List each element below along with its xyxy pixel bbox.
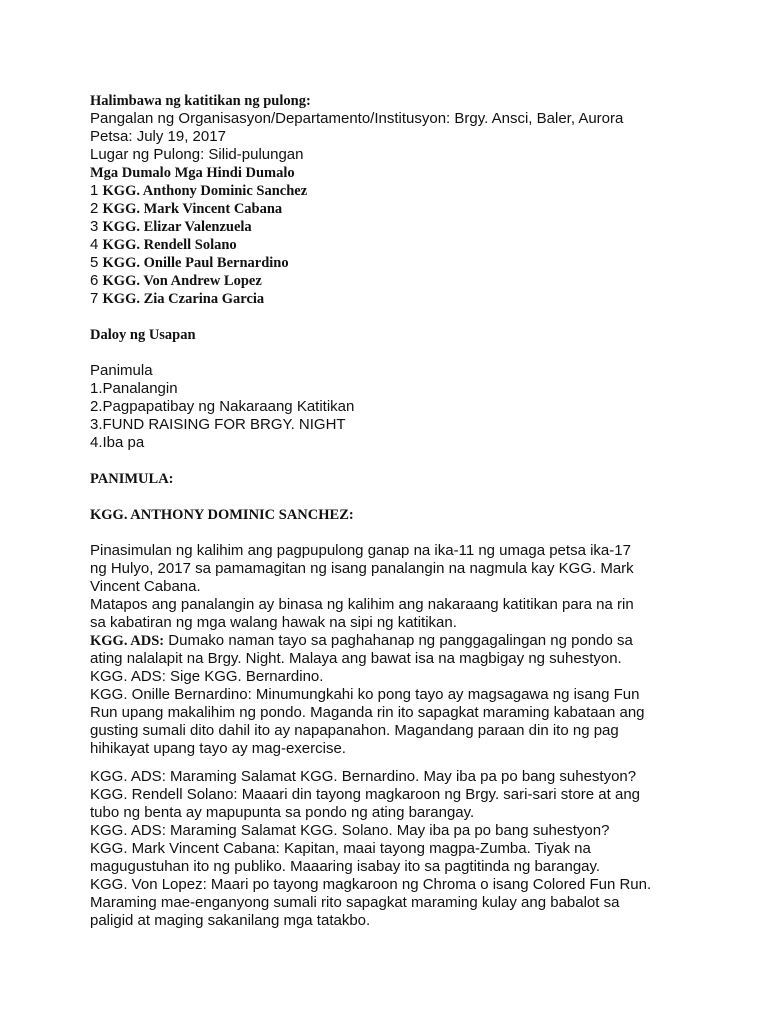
spacer: [90, 488, 730, 506]
speaker-label: KGG. ADS:: [90, 633, 165, 649]
paragraph-line: hihikayat upang tayo ay mag-exercise.: [90, 740, 346, 757]
attendee-item: [90, 254, 730, 272]
minutes-paragraph-4: [90, 768, 730, 930]
speaker-text: Dumako naman tayo sa paghahanap ng panggagalingan ng pondo sa: [164, 632, 633, 649]
minutes-paragraph-3: [90, 632, 730, 758]
paragraph-line: sa kabatiran ng mga walang hawak na sipi ng katitikan.: [90, 614, 457, 631]
minutes-paragraph-2: [90, 596, 730, 632]
attendee-number: 6: [90, 272, 99, 289]
attendee-number: 5: [90, 254, 99, 271]
agenda-item: 1.Panalangin: [90, 380, 178, 397]
paragraph-line: KGG. ADS: Sige KGG. Bernardino.: [90, 668, 324, 685]
agenda-item: 3.FUND RAISING FOR BRGY. NIGHT: [90, 416, 346, 433]
minutes-document: [90, 92, 730, 930]
paragraph-line: [90, 632, 730, 650]
attendee-item: [90, 290, 730, 308]
date-line: Petsa: July 19, 2017: [90, 128, 226, 145]
spacer: [90, 524, 730, 542]
venue-line: Lugar ng Pulong: Silid-pulungan: [90, 146, 304, 163]
attendee-item: [90, 236, 730, 254]
document-heading: Halimbawa ng katitikan ng pulong:: [90, 93, 311, 109]
agenda-title: Daloy ng Usapan: [90, 327, 196, 343]
attendee-number: 4: [90, 236, 99, 253]
attendee-number: 2: [90, 200, 99, 217]
paragraph-line: KGG. ADS: Maraming Salamat KGG. Bernardino. May iba pa po bang suhestyon?: [90, 768, 637, 785]
paragraph-line: tubo ng benta ay mapupunta sa pondo ng ating barangay.: [90, 804, 475, 821]
agenda-list: [90, 362, 730, 452]
paragraph-line: Run upang makalihim ng pondo. Maganda rin ito sapagkat maraming kabataan ang: [90, 704, 645, 721]
paragraph-line: Matapos ang panalangin ay binasa ng kalihim ang nakaraang katitikan para na rin: [90, 596, 634, 613]
agenda-item: 2.Pagpapatibay ng Nakaraang Katitikan: [90, 398, 355, 415]
spacer: [90, 452, 730, 470]
paragraph-line: Vincent Cabana.: [90, 578, 201, 595]
attendee-number: 3: [90, 218, 99, 235]
paragraph-line: magugustuhan ito ng publiko. Maaaring isabay ito sa pagtitinda ng barangay.: [90, 858, 601, 875]
spacer: [90, 758, 730, 768]
section-heading-panimula: PANIMULA:: [90, 471, 174, 487]
paragraph-line: gusting sumali dito dahil ito ay napapanahon. Magandang paraan din ito ng pag: [90, 722, 619, 739]
paragraph-line: Pinasimulan ng kalihim ang pagpupulong ganap na ika-11 ng umaga petsa ika-17: [90, 542, 631, 559]
spacer: [90, 344, 730, 362]
paragraph-line: KGG. Rendell Solano: Maaari din tayong magkaroon ng Brgy. sari-sari store at ang: [90, 786, 641, 803]
agenda-item: Panimula: [90, 362, 153, 379]
attendee-number: 1: [90, 182, 99, 199]
paragraph-line: Maraming mae-enganyong sumali rito sapagkat maraming kulay ang babalot sa: [90, 894, 620, 911]
attendee-item: [90, 182, 730, 200]
section-heading-speaker: KGG. ANTHONY DOMINIC SANCHEZ:: [90, 507, 354, 523]
agenda-item: 4.Iba pa: [90, 434, 145, 451]
paragraph-line: KGG. ADS: Maraming Salamat KGG. Solano. May iba pa po bang suhestyon?: [90, 822, 610, 839]
organization-line: Pangalan ng Organisasyon/Departamento/Institusyon: Brgy. Ansci, Baler, Aurora: [90, 110, 624, 127]
minutes-paragraph-1: [90, 542, 730, 596]
attendee-name: KGG. Elizar Valenzuela: [102, 219, 252, 235]
paragraph-line: ating nalalapit na Brgy. Night. Malaya ang bawat isa na magbigay ng suhestyon.: [90, 650, 622, 667]
attendee-name: KGG. Mark Vincent Cabana: [102, 201, 283, 217]
spacer: [90, 308, 730, 326]
attendance-header: Mga Dumalo Mga Hindi Dumalo: [90, 165, 295, 181]
attendee-number: 7: [90, 290, 99, 307]
attendee-item: [90, 272, 730, 290]
attendee-item: [90, 200, 730, 218]
attendee-name: KGG. Onille Paul Bernardino: [102, 255, 289, 271]
attendee-list: [90, 182, 730, 308]
attendee-name: KGG. Zia Czarina Garcia: [102, 291, 265, 307]
paragraph-line: ng Hulyo, 2017 sa pamamagitan ng isang panalangin na nagmula kay KGG. Mark: [90, 560, 634, 577]
paragraph-line: KGG. Onille Bernardino: Minumungkahi ko pong tayo ay magsagawa ng isang Fun: [90, 686, 640, 703]
paragraph-line: KGG. Von Lopez: Maari po tayong magkaroon ng Chroma o isang Colored Fun Run.: [90, 876, 652, 893]
paragraph-line: paligid at maging sakanilang mga tatakbo.: [90, 912, 371, 929]
paragraph-line: KGG. Mark Vincent Cabana: Kapitan, maai tayong magpa-Zumba. Tiyak na: [90, 840, 591, 857]
attendee-item: [90, 218, 730, 236]
attendee-name: KGG. Von Andrew Lopez: [102, 273, 262, 289]
attendee-name: KGG. Anthony Dominic Sanchez: [102, 183, 308, 199]
attendee-name: KGG. Rendell Solano: [102, 237, 237, 253]
